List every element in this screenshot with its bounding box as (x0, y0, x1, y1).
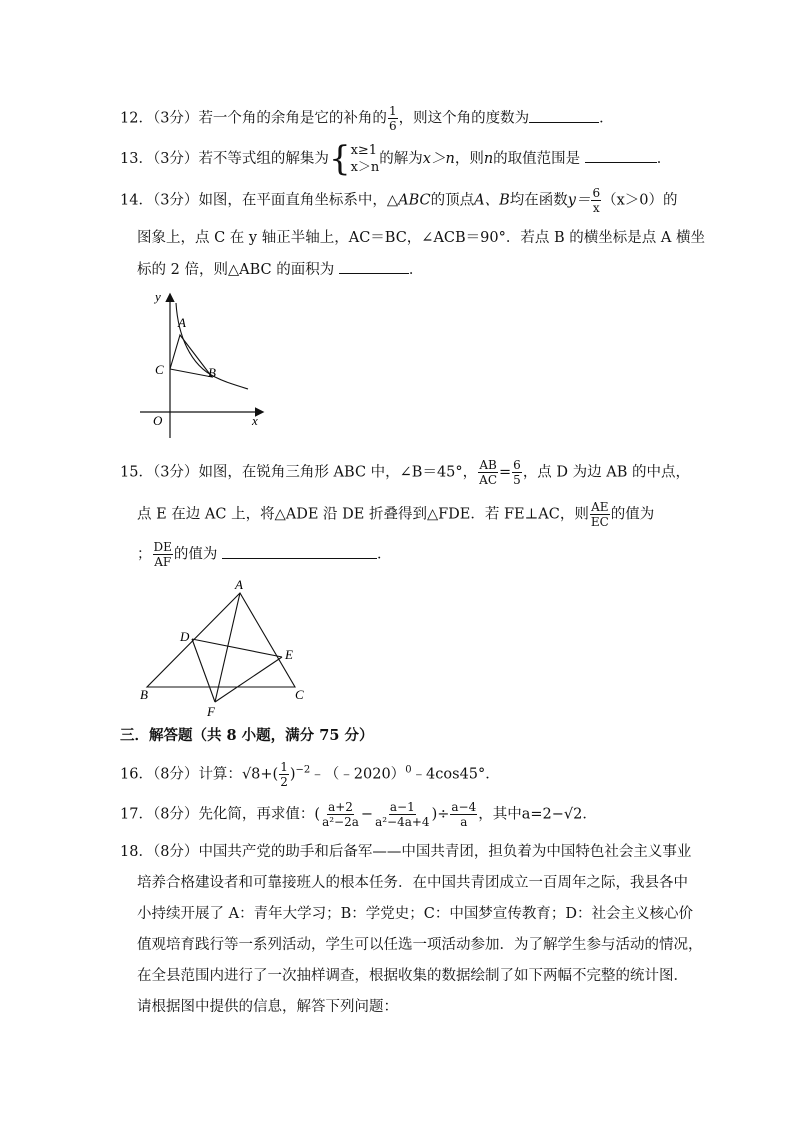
question-15: 15．（3分）如图，在锐角三角形 ABC 中，∠B＝45°， $\frac{AB}{AC}$ = $\frac{6}{5}$ ，点 D 为边 AB 的中点， (120, 458, 691, 487)
label-a: A (178, 315, 186, 330)
q17-fraction-3: $\frac{a-4}{a}$ (451, 800, 477, 829)
label-a-2: A (235, 577, 243, 592)
q14-answer-blank[interactable] (339, 259, 409, 274)
q14-function-fraction: $\frac{6}{x}$ (592, 186, 601, 215)
q18-line3: 小持续开展了 A：青年大学习；B：学党史；C：中国梦宣传教育；D：社会主义核心价 (137, 906, 693, 922)
q18-line4: 值观培育践行等一系列活动，学生可以任选一项活动参加．为了解学生参与活动的情况， (137, 937, 703, 953)
label-x: x (252, 413, 258, 428)
q15-fraction-ae-ec: $\frac{AE}{EC}$ (590, 500, 609, 529)
label-c-2: C (295, 687, 304, 702)
label-f: F (207, 704, 215, 719)
label-y: y (155, 289, 161, 304)
label-b-2: B (140, 687, 148, 702)
q12-fraction: $\frac{1}{6}$ (388, 104, 397, 133)
triangle-abc-2 (147, 593, 295, 687)
label-c: C (155, 362, 164, 377)
question-18: 18．（8分）中国共产党的助手和后备军——中国共青团，担负着为中国特色社会主义事业 (120, 844, 692, 860)
q18-line6: 请根据图中提供的信息，解答下列问题： (137, 999, 398, 1015)
q12-number: 12． (120, 110, 153, 127)
segment-df (192, 639, 215, 702)
figure-15 (135, 575, 315, 720)
q18-line5: 在全县范围内进行了一次抽样调查，根据收集的数据绘制了如下两幅不完整的统计图． (137, 968, 688, 984)
q14-line2: 图象上，点 C 在 y 轴正半轴上，AC＝BC，∠ACB＝90°．若点 B 的横坐标是点 A 横坐 (137, 230, 705, 246)
q15-fraction-ab-ac: $\frac{AB}{AC}$ (479, 458, 498, 487)
segment-fe (215, 657, 282, 702)
q18-line2: 培养合格建设者和可靠接班人的根本任务．在中国共青团成立一百周年之际，我县各中 (137, 875, 688, 891)
figure-14 (140, 285, 280, 445)
q15-number: 15． (120, 464, 153, 481)
question-13: 13．（3分）若不等式组的解集为{ x≥1 x＞n 的解为x＞n，则n的取值范围是 ． (120, 139, 672, 179)
q17-fraction-2: $\frac{a-1}{\text{a²−4a+4}}$ (375, 800, 430, 829)
label-b: B (208, 365, 216, 380)
q15-line3: ； $\frac{DE}{AF}$ 的值为 ． (137, 540, 392, 569)
q13-number: 13． (120, 151, 153, 167)
section-3-heading: 三．解答题（共 8 小题，满分 75 分） (120, 727, 374, 744)
q15-line2: 点 E 在边 AC 上，将△ADE 沿 DE 折叠得到△FDE．若 FE⊥AC，则 $\frac{AE}{EC}$ 的值为 (137, 500, 655, 529)
question-17: 17．（8分）先化简，再求值：( $\frac{a+2}{\text{a²−2a}}$ − $\frac{a-1}{\text{a²−4a+4}}$ )÷ $\frac{a-4}{a}$ ，其中a=2−√2． (120, 800, 597, 829)
q14-line3: 标的 2 倍，则△ABC 的面积为 ． (137, 259, 423, 280)
q16-fraction: $\frac{1}{2}$ (280, 760, 288, 789)
q16-number: 16． (120, 766, 153, 783)
label-d: D (180, 629, 190, 644)
question-16: 16．（8分）计算：√8+( $\frac{1}{2}$ )$^{-2}$﹣（﹣2020）$^0$﹣4cos45°． (120, 760, 500, 789)
q13-answer-blank[interactable] (585, 148, 657, 163)
q17-number: 17． (120, 806, 153, 823)
q15-answer-blank[interactable] (222, 544, 377, 559)
q12-score: （3分） (152, 110, 199, 127)
question-14: 14．（3分）如图，在平面直角坐标系中，△ABC的顶点A、B均在函数y＝ $\frac{6}{x}$ （x＞0）的 (120, 186, 678, 215)
q15-fraction-6-5: $\frac{6}{5}$ (513, 458, 521, 487)
label-e: E (285, 647, 293, 662)
q12-answer-blank[interactable] (529, 108, 599, 123)
q14-number: 14． (120, 192, 153, 209)
question-12: 12．（3分）若一个角的余角是它的补角的 $\frac{1}{6}$ ，则这个角的度数为 ． (120, 104, 614, 133)
label-o: O (153, 413, 163, 428)
q15-fraction-de-af: $\frac{DE}{AF}$ (153, 540, 172, 569)
q17-fraction-1: $\frac{a+2}{\text{a²−2a}}$ (322, 800, 359, 829)
q18-number: 18． (120, 844, 153, 860)
q13-system: x≥1 x＞n (350, 143, 380, 175)
q12-text: 若一个角的余角是它的补角的 (198, 110, 387, 127)
brace-icon: { (328, 139, 351, 179)
